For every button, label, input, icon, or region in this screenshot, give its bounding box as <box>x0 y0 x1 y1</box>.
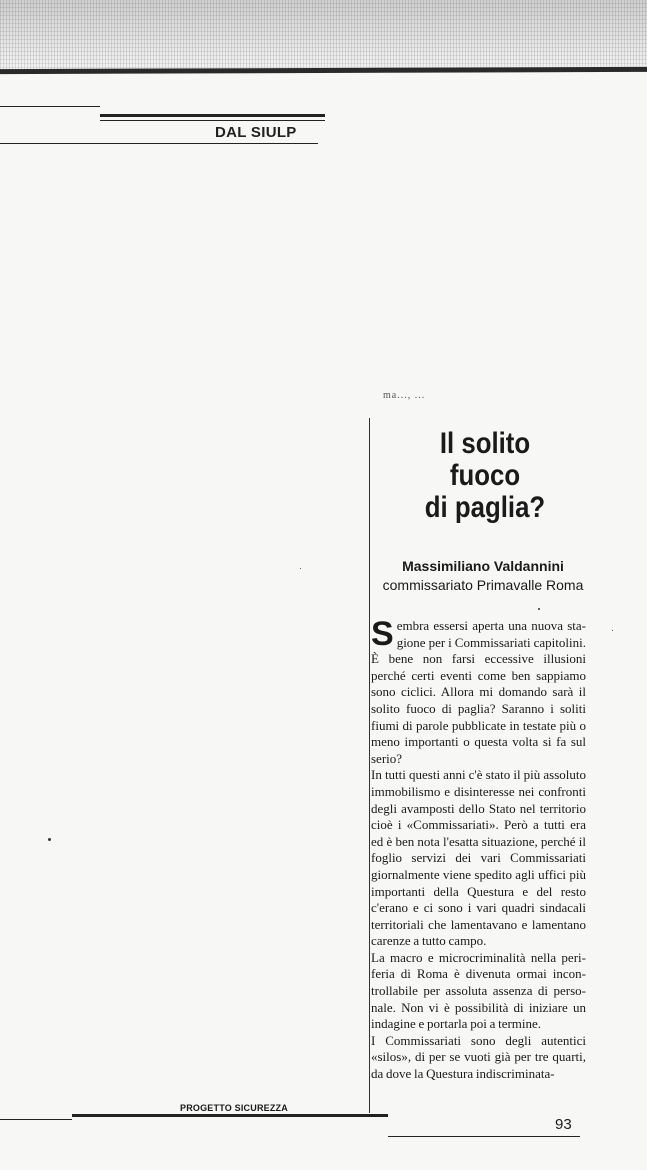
header-rule-thin <box>100 120 325 121</box>
scan-speck <box>48 838 51 841</box>
paragraph-2: In tutti questi anni c'è stato il più assoluto immobilismo e disinteresse nei confronti degli avamposti dello Stato nel territorio cioè i «Commissariati». Però a tutti era ed è ben nota l'esatta situazione, perché il foglio servizi dei vari Commissariati giornalmente viene spedito agli uffici più importanti della Questura e del resto c'erano e ci sono i vari quadri sindacali territoriali che lamentavano e lamentano carenze a tutto campo. <box>371 767 586 949</box>
title-line-2: fuoco <box>449 459 521 492</box>
paragraph-1 <box>371 615 586 767</box>
article-author: Massimiliano Valdannini <box>402 558 564 574</box>
cut-text-fragment: ma..., ... <box>383 390 426 401</box>
scan-edge-line <box>0 67 647 74</box>
paragraph-3: La macro e microcriminalità nella periferia di Roma è divenuta ormai incontrollabile per assoluta assenza di personale. Non vi è possibilità di iniziare un indagine e portarla poi a termine. <box>371 949 586 1032</box>
title-line-1: Il solito <box>439 427 531 460</box>
drop-cap: S <box>371 615 394 653</box>
header-rule-bottom <box>0 143 318 144</box>
article-body <box>371 615 586 1083</box>
footer-rule-thick <box>72 1114 388 1117</box>
footer-label: PROGETTO SICUREZZA <box>180 1103 288 1113</box>
header-rule-left <box>0 106 100 107</box>
column-rule <box>369 418 370 1113</box>
paragraph-4: I Commissariati sono degli autentici «silos», di per se vuoti già per tre quarti, da dove la Questura indiscriminata- <box>371 1032 586 1082</box>
author-affiliation: commissariato Primavalle Roma <box>382 577 584 593</box>
scan-speck <box>300 568 301 569</box>
title-line-3: di paglia? <box>424 491 546 524</box>
scan-noise-band <box>0 0 647 72</box>
scan-speck <box>612 630 613 631</box>
header-rule-thick <box>100 114 325 117</box>
paragraph-1-text: embra essersi aperta una nuova stagione per i Commissariati capitolini. È bene non farsi eccessive illusioni perché certi eventi come ben sappiamo sono ciclici. Allora mi domando sarà il solito fuoco di paglia? Saranno i soliti fiumi di parole pubblicate in testate più o meno importanti o questa volta si fa sul serio? <box>371 618 586 766</box>
section-label: DAL SIULP <box>215 124 297 141</box>
page-number: 93 <box>555 1116 572 1133</box>
page-number-rule <box>388 1136 580 1137</box>
footer-rule-thin <box>0 1119 72 1120</box>
scan-speck <box>538 608 540 610</box>
article-title <box>403 428 566 524</box>
